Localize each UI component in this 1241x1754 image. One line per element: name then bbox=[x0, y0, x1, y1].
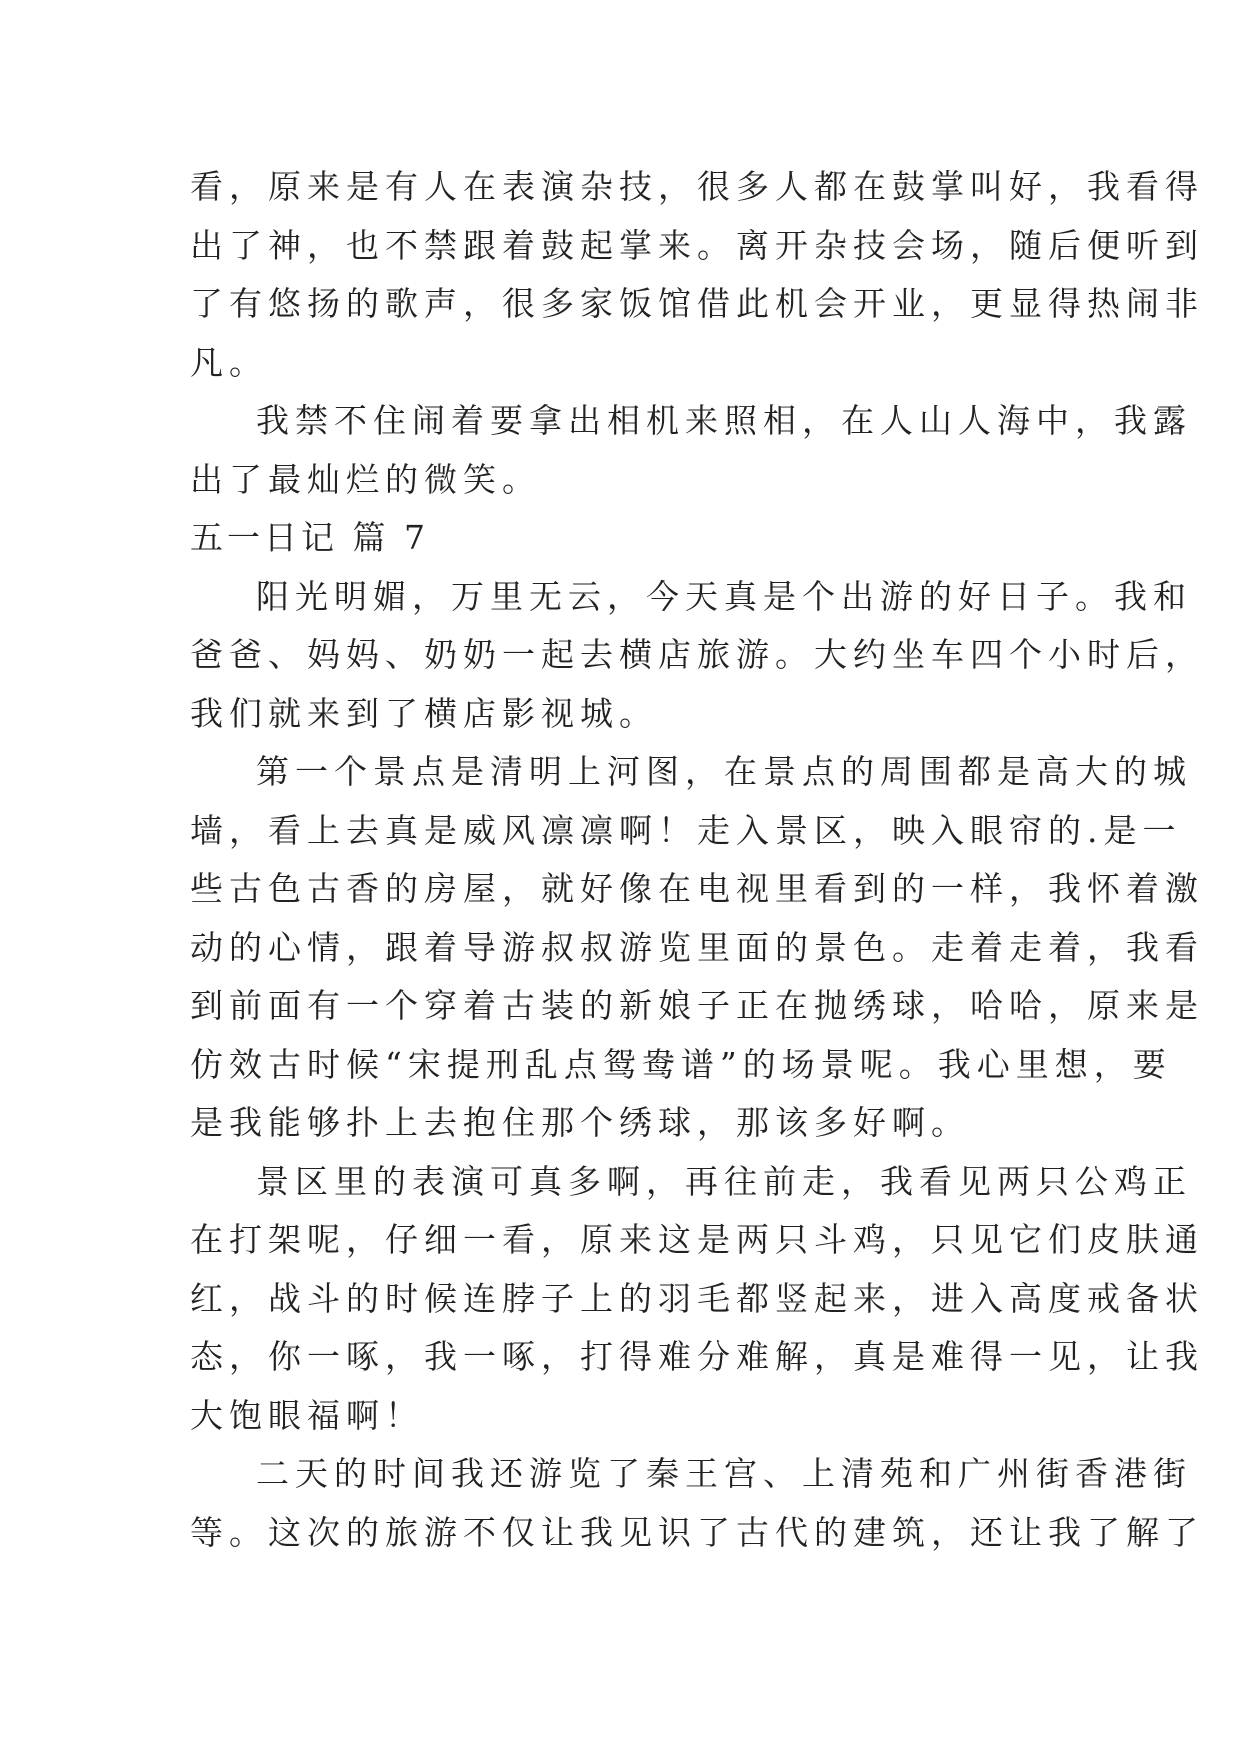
text-line: 到前面有一个穿着古装的新娘子正在抛绣球，哈哈，原来是 bbox=[190, 986, 1204, 1025]
text-line: 大饱眼福啊！ bbox=[190, 1395, 424, 1435]
text-line: 凡。 bbox=[190, 342, 268, 382]
section-heading: 五一日记 篇 7 bbox=[190, 518, 429, 557]
text-line: 在打架呢，仔细一看，原来这是两只斗鸡，只见它们皮肤通 bbox=[190, 1220, 1204, 1259]
text-line: 些古色古香的房屋，就好像在电视里看到的一样，我怀着激 bbox=[190, 869, 1204, 908]
text-line: 态，你一啄，我一啄，打得难分难解，真是难得一见，让我 bbox=[190, 1337, 1204, 1376]
text-line: 我们就来到了横店影视城。 bbox=[190, 693, 658, 733]
text-line: 出了最灿烂的微笑。 bbox=[190, 459, 541, 499]
text-line: 等。这次的旅游不仅让我见识了古代的建筑，还让我了解了 bbox=[190, 1512, 1204, 1552]
text-line: 仿效古时候“宋提刑乱点鸳鸯谱”的场景呢。我心里想，要 bbox=[190, 1044, 1172, 1084]
text-line: 是我能够扑上去抱住那个绣球，那该多好啊。 bbox=[190, 1103, 970, 1142]
paragraph-start-line: 二天的时间我还游览了秦王宫、上清苑和广州街香港街 bbox=[256, 1454, 1192, 1493]
paragraph-start-line: 我禁不住闹着要拿出相机来照相，在人山人海中，我露 bbox=[256, 401, 1192, 440]
text-line: 红，战斗的时候连脖子上的羽毛都竖起来，进入高度戒备状 bbox=[190, 1278, 1204, 1318]
text-line: 看，原来是有人在表演杂技，很多人都在鼓掌叫好，我看得 bbox=[190, 167, 1204, 206]
text-line: 墙，看上去真是威风凛凛啊！走入景区，映入眼帘的.是一 bbox=[190, 810, 1182, 850]
paragraph-start-line: 景区里的表演可真多啊，再往前走，我看见两只公鸡正 bbox=[256, 1161, 1192, 1201]
paragraph-start-line: 阳光明媚，万里无云，今天真是个出游的好日子。我和 bbox=[256, 576, 1192, 616]
text-line: 爸爸、妈妈、奶奶一起去横店旅游。大约坐车四个小时后， bbox=[190, 635, 1204, 674]
text-line: 了有悠扬的歌声，很多家饭馆借此机会开业，更显得热闹非 bbox=[190, 284, 1204, 323]
document-body bbox=[190, 158, 1204, 1562]
text-line: 动的心情，跟着导游叔叔游览里面的景色。走着走着，我看 bbox=[190, 927, 1204, 967]
paragraph-start-line: 第一个景点是清明上河图，在景点的周围都是高大的城 bbox=[256, 752, 1192, 791]
text-line: 出了神，也不禁跟着鼓起掌来。离开杂技会场，随后便听到 bbox=[190, 225, 1204, 265]
